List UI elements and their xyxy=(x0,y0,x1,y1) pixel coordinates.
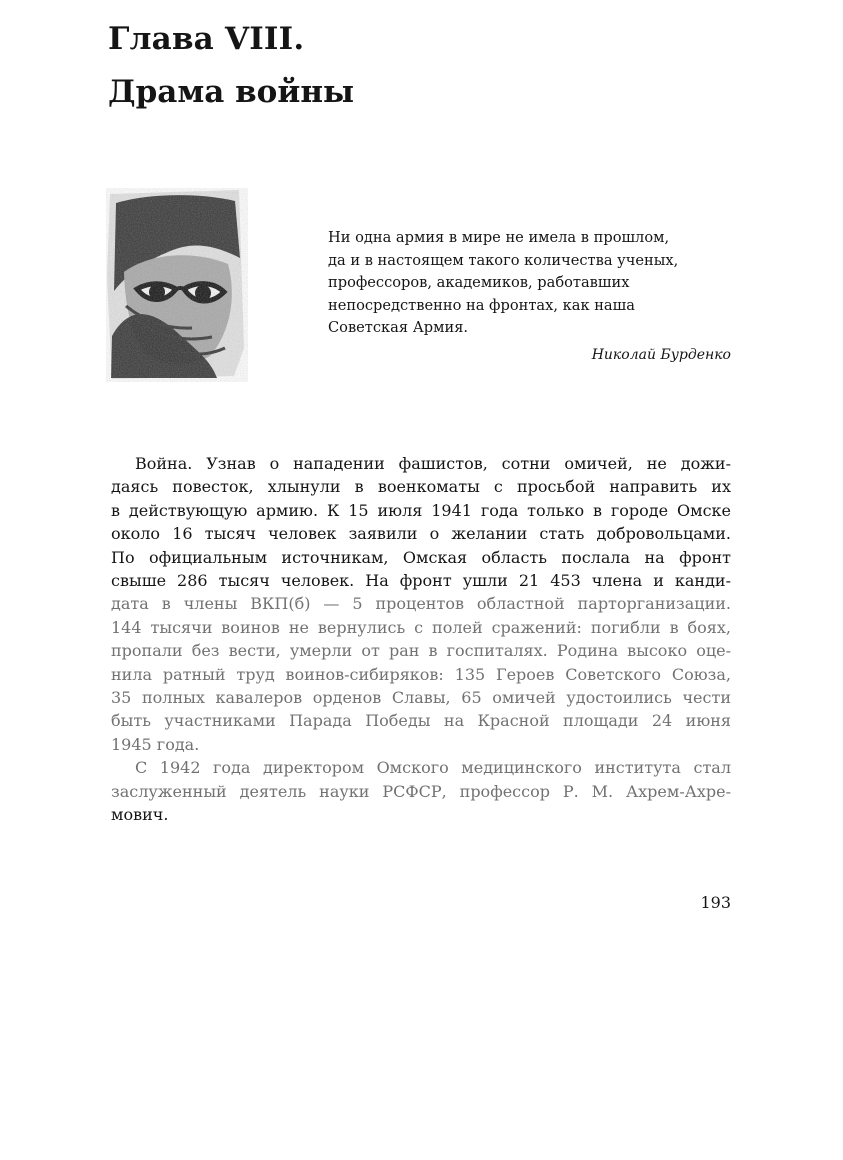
paragraph-line: даясь повесток, хлынули в военкоматы с просьбой направить их xyxy=(111,477,731,497)
paragraph-line: заслуженный деятель науки РСФСР, профессор Р. М. Ахрем-Ахре- xyxy=(111,781,731,801)
portrait-drawing-icon xyxy=(106,188,248,382)
paragraph-line: свыше 286 тысяч человек. На фронт ушли 21 453 члена и канди- xyxy=(111,571,731,591)
paragraph-line: 1945 года. xyxy=(111,734,200,754)
paragraph-line: пропали без вести, умерли от ран в госпиталях. Родина высоко оце- xyxy=(111,641,731,661)
chapter-number: Глава VIII. xyxy=(108,21,305,57)
paragraph-line: 144 тысячи воинов не вернулись с полей сражений: погибли в боях, xyxy=(111,617,731,637)
chapter-title: Драма войны xyxy=(108,74,355,110)
epigraph-author: Николай Бурденко xyxy=(591,346,731,363)
chapter-heading xyxy=(108,21,708,110)
paragraph-line: быть участниками Парада Победы на Красной площади 24 июня xyxy=(111,711,731,731)
paragraph-line: По официальным источникам, Омская область послала на фронт xyxy=(111,547,731,567)
paragraph-line: Война. Узнав о нападении фашистов, сотни омичей, не дожи- xyxy=(135,454,731,473)
chapter-body xyxy=(111,452,731,827)
epigraph-line: Ни одна армия в мире не имела в прошлом, xyxy=(328,229,670,246)
paragraph-line: около 16 тысяч человек заявили о желании стать добровольцами. xyxy=(111,524,731,544)
epigraph-line: да и в настоящем такого количества ученых, xyxy=(328,251,679,269)
paragraph-line: в действующую армию. К 15 июля 1941 года только в городе Омске xyxy=(111,500,731,520)
paragraph-line: дата в члены ВКП(б) — 5 процентов областной парторганизации. xyxy=(111,594,731,614)
epigraph-line: профессоров, академиков, работавших xyxy=(328,274,630,292)
paragraph-line: нила ратный труд воинов-сибиряков: 135 Героев Советского Союза, xyxy=(111,664,731,684)
epigraph xyxy=(328,227,733,366)
paragraph-line: С 1942 года директором Омского медицинского института стал xyxy=(135,758,731,778)
epigraph-line: непосредственно на фронтах, как наша xyxy=(328,296,635,314)
page-number: 193 xyxy=(700,893,731,912)
epigraph-line: Советская Армия. xyxy=(328,319,469,337)
paragraph-line: 35 полных кавалеров орденов Славы, 65 омичей удостоились чести xyxy=(111,688,731,708)
paragraph-line: мович. xyxy=(111,805,169,825)
